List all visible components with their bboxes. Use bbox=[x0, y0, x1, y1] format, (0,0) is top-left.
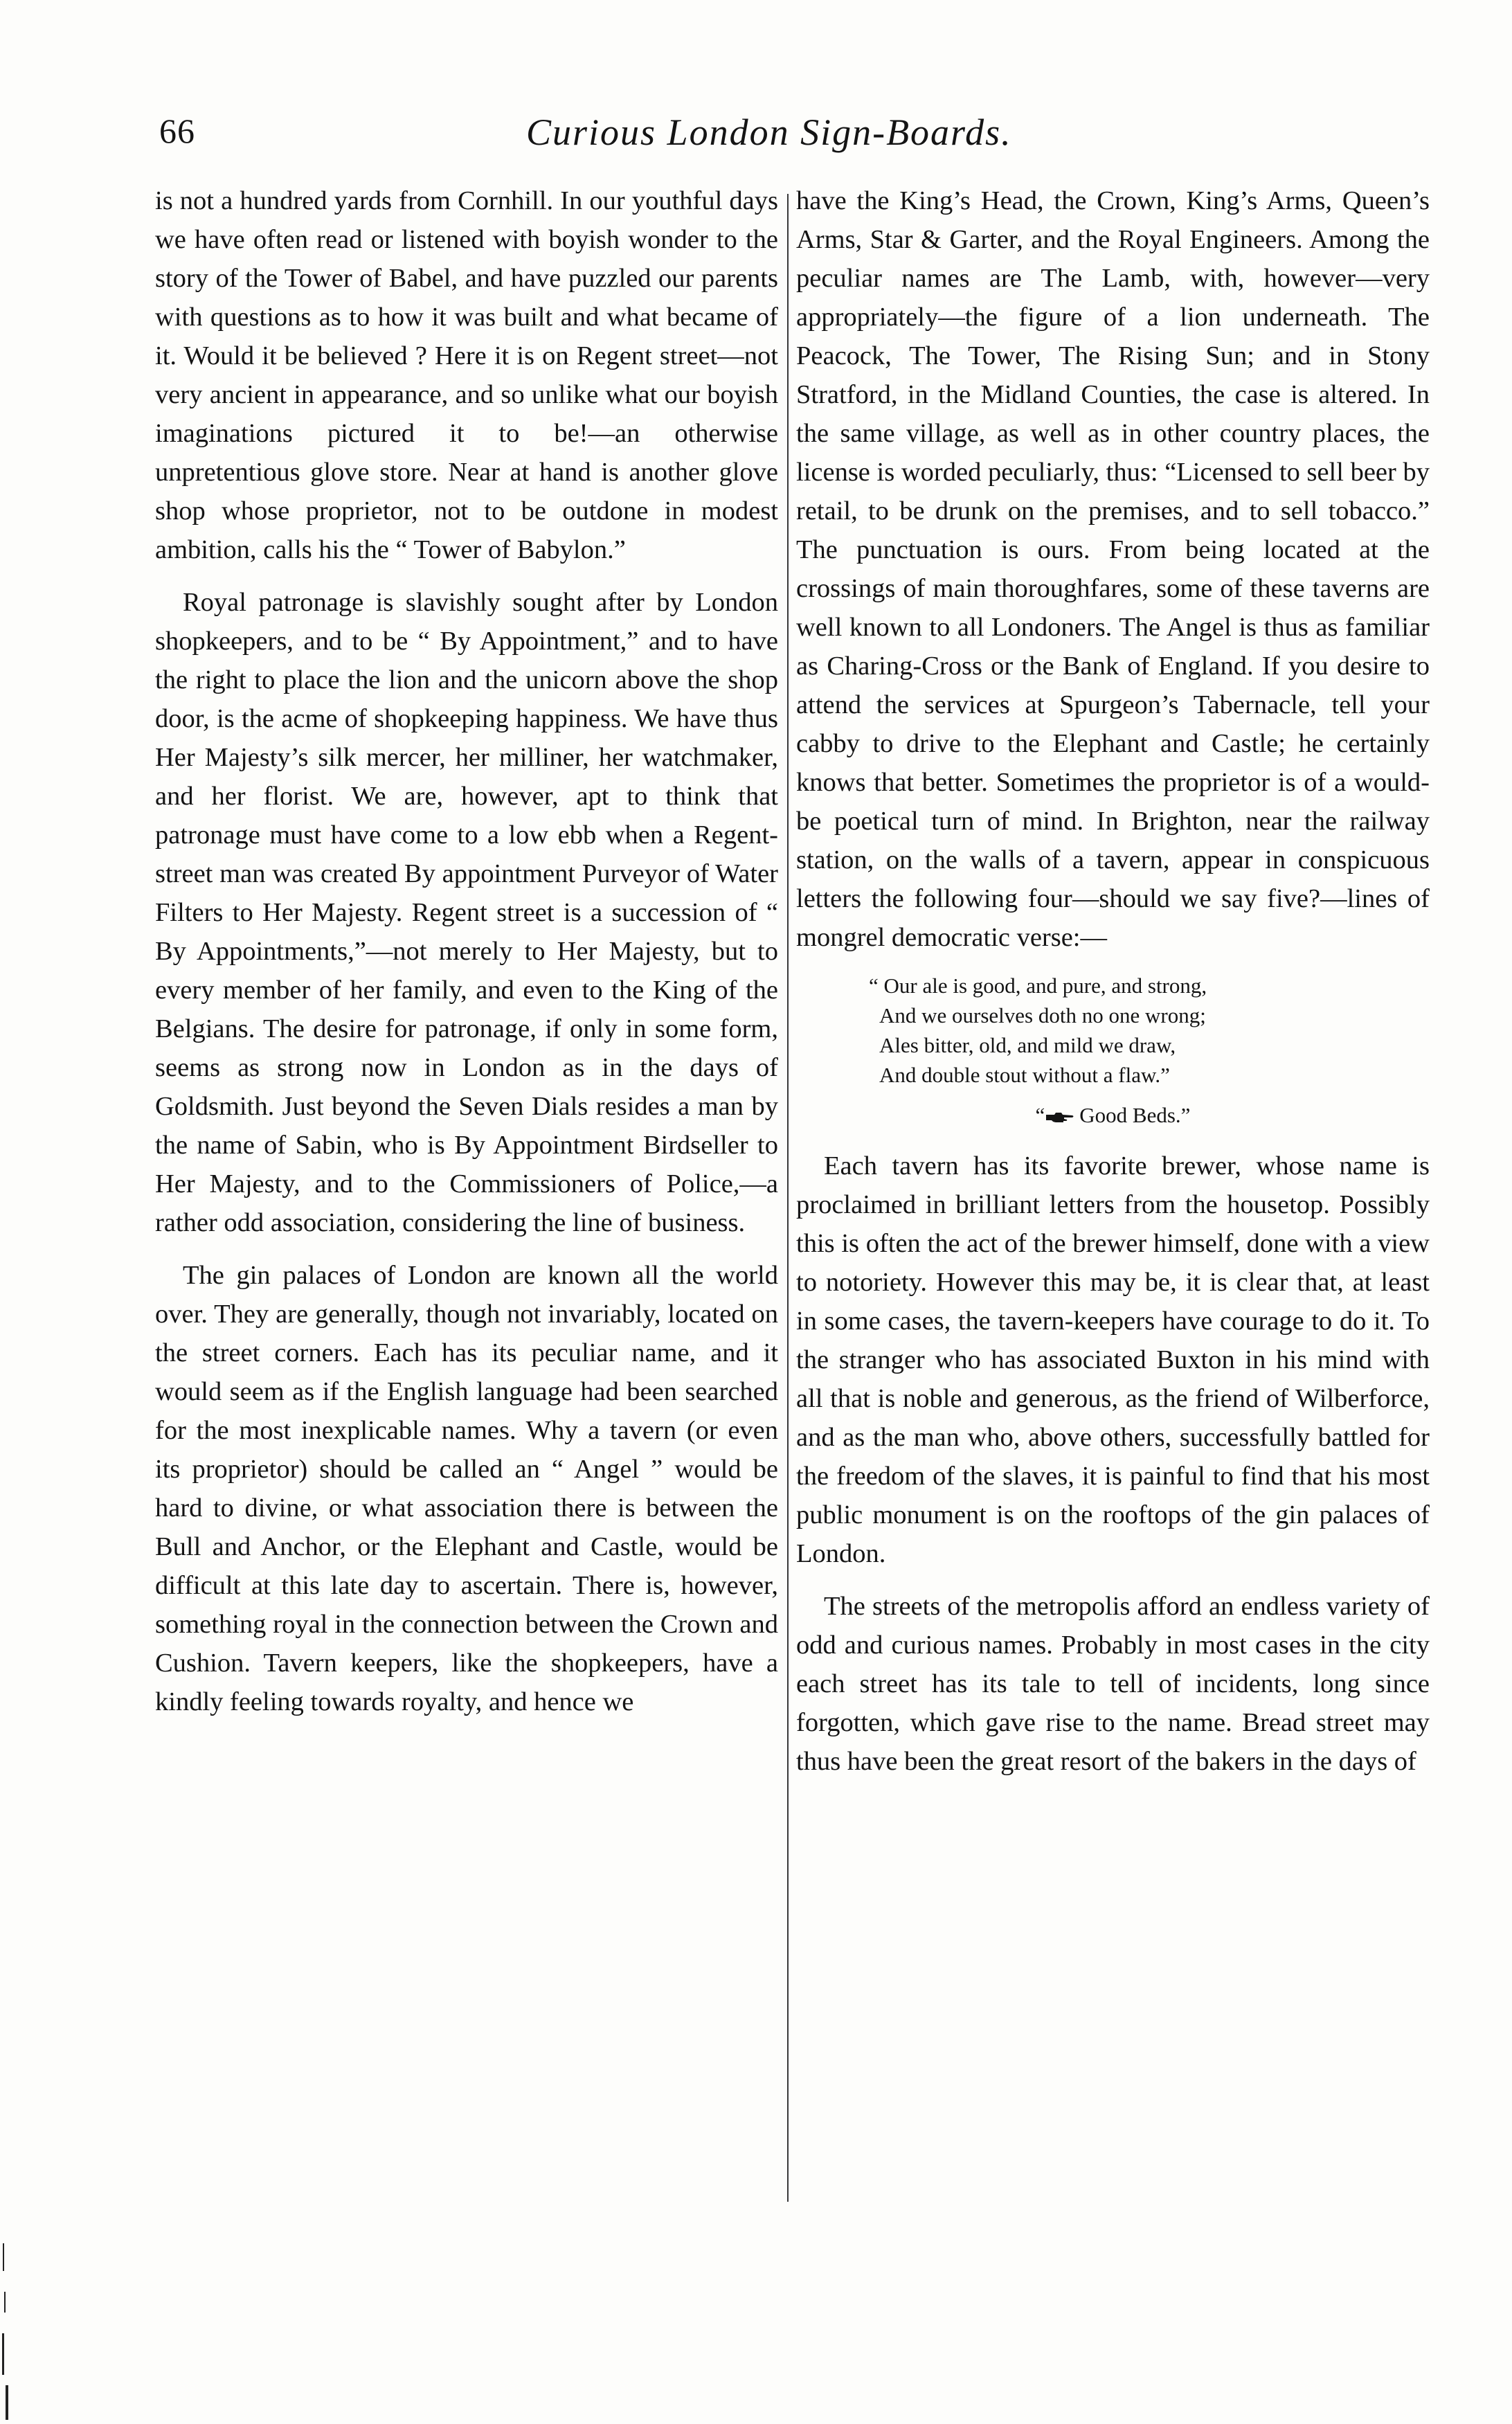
sign-text: Good Beds.” bbox=[1079, 1103, 1191, 1127]
paragraph-royal-patronage: Royal patronage is slavishly sought after by London shopkeepers, and to be “ By Appointment,” and to have the right to place the lion and the unicorn above the shop door, is the acme of shopkeeping happiness. We have thus Her Majesty’s silk mercer, her milliner, her watchmaker, and her florist. We are, however, apt to think that patronage must have come to a low ebb when a Regent-street man was created By appointment Purveyor of Water Filters to Her Majesty. Regent street is a succession of “ By Appointments,”—not merely to Her Majesty, but to every member of her family, and even to the King of the Belgians. The desire for patronage, if only in some form, seems as strong now in London as in the days of Goldsmith. Just beyond the Seven Dials resides a man by the name of Sabin, who is By Appointment Birdseller to Her Majesty, and to the Commissioners of Police,—a rather odd association, considering the line of business. bbox=[155, 588, 778, 1237]
paragraph-tavern-names: have the King’s Head, the Crown, King’s Arms, Queen’s Arms, Star & Garter, and the Royal Engineers. Among the peculiar names are The Lamb, with, however—very appropriately—the figure of a lion underneath. The Peacock, The Tower, The Rising Sun; and in Stony Stratford, in the Midland Counties, the case is altered. In the same village, as well as in other country places, the license is worded peculiarly, thus: “Licensed to sell beer by retail, to be drunk on the premises, and to sell tobacco.” The punctuation is ours. From being located at the crossings of main thoroughfares, some of these taverns are well known to all Londoners. The Angel is thus as familiar as Charing-Cross or the Bank of England. If you desire to attend the services at Spurgeon’s Tabernacle, tell your cabby to drive to the Elephant and Castle; he certainly knows that better. Sometimes the proprietor is of a would-be poetical turn of mind. In Brighton, near the railway station, on the walls of a tavern, appear in conspicuous letters the following four—should we say five?—lines of mongrel democratic verse:— bbox=[796, 186, 1430, 952]
verse-line: Ales bitter, old, and mild we draw, bbox=[879, 1033, 1176, 1057]
paragraph-brewers: Each tavern has its favorite brewer, whose name is proclaimed in brilliant letters from the housetop. Possibly this is often the act of the brewer himself, done with a view to notoriety. However this may be, it is clear that, at least in some cases, the tavern-keepers have courage to do it. To the stranger who has associated Buxton in his mind with all that is noble and generous, as the friend of Wilberforce, and as the man who, above others, successfully battled for the freedom of the slaves, it is painful to find that his most public monument is on the rooftops of the gin palaces of London. bbox=[796, 1151, 1430, 1568]
page-number: 66 bbox=[159, 111, 195, 150]
left-column bbox=[155, 181, 778, 1735]
running-head bbox=[159, 111, 1437, 159]
running-title: Curious London Sign-Boards. bbox=[526, 111, 1012, 153]
pointing-hand-icon bbox=[1045, 1111, 1075, 1124]
right-column bbox=[796, 181, 1430, 1795]
column-divider bbox=[787, 194, 789, 2202]
verse-line: “ Our ale is good, and pure, and strong, bbox=[869, 973, 1207, 998]
open-quote: “ bbox=[1035, 1103, 1045, 1127]
paragraph-tower-of-babel: is not a hundred yards from Cornhill. In our youthful days we have often read or listened with boyish wonder to the story of the Tower of Babel, and have puzzled our parents with questions as to how it was built and what became of it. Would it be believed ? Here it is on Regent street—not very ancient in appearance, and so unlike what our boyish imaginations pictured it to be!—an otherwise unpretentious glove store. Near at hand is another glove shop whose proprietor, not to be outdone in modest ambition, calls his the “ Tower of Babylon.” bbox=[155, 186, 778, 564]
tavern-verse bbox=[796, 971, 1430, 1090]
paragraph-street-names: The streets of the metropolis afford an endless variety of odd and curious names. Probably in most cases in the city each street has its tale to tell of incidents, long since forgotten, which gave rise to the name. Bread street may thus have been the great resort of the bakers in the days of bbox=[796, 1592, 1430, 1776]
good-beds-sign bbox=[796, 1099, 1430, 1131]
verse-line: And double stout without a flaw.” bbox=[879, 1063, 1170, 1087]
verse-line: And we ourselves doth no one wrong; bbox=[879, 1003, 1206, 1027]
paragraph-gin-palaces: The gin palaces of London are known all the world over. They are generally, though not invariably, located on the street corners. Each has its peculiar name, and it would seem as if the English language had been searched for the most inexplicable names. Why a tavern (or even its proprietor) should be called an “ Angel ” would be hard to divine, or what association there is between the Bull and Anchor, or the Elephant and Castle, would be difficult at this late day to ascertain. There is, however, something royal in the connection between the Crown and Cushion. Tavern keepers, like the shopkeepers, have a kindly feeling towards royalty, and hence we bbox=[155, 1261, 778, 1716]
binding-edge-marks bbox=[0, 2229, 17, 2424]
